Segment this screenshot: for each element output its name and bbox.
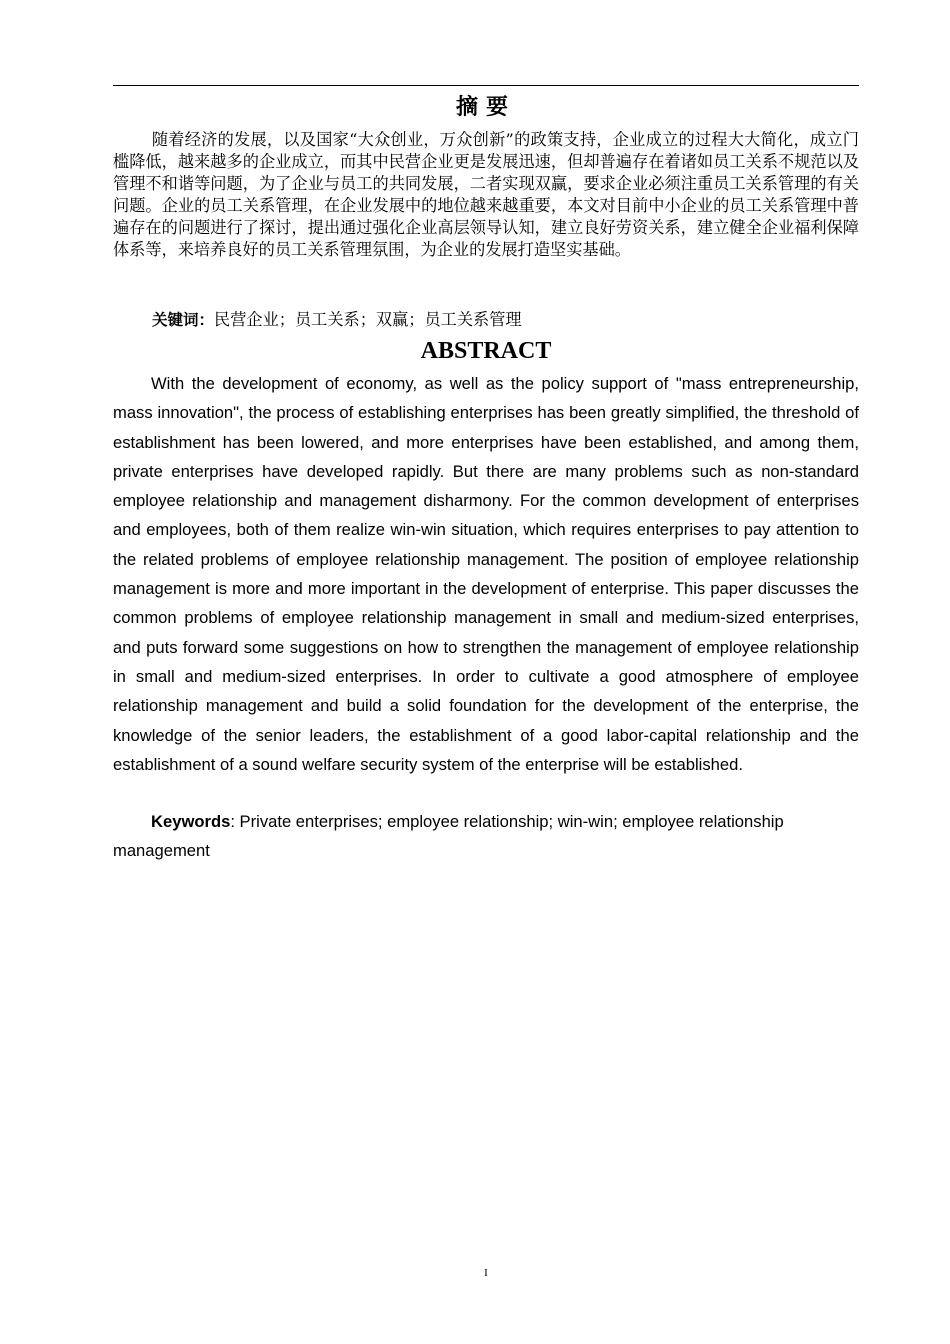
page-number: I bbox=[484, 1267, 488, 1279]
chinese-keywords bbox=[152, 309, 859, 331]
english-abstract-body: With the development of economy, as well as the policy support of "mass entrepreneurship, mass innovation", the process of establishing enterprises has been greatly simplified, the threshold of establishment has been lowered, and more enterprises have been established, and among them, private enterprises have developed rapidly. But there are many problems such as non-standard employee relationship and management disharmony. For the common development of enterprises and employees, both of them realize win-win situation, which requires enterprises to pay attention to the related problems of employee relationship management. The position of employee relationship management is more and more important in the development of enterprise. This paper discusses the common problems of employee relationship management in small and medium-sized enterprises, and puts forward some suggestions on how to strengthen the management of employee relationship in small and medium-sized enterprises. In order to cultivate a good atmosphere of employee relationship management and build a solid foundation for the development of the enterprise, the knowledge of the senior leaders, the establishment of a good labor-capital relationship and the establishment of a sound welfare security system of the enterprise will be established. bbox=[113, 374, 859, 774]
english-keywords bbox=[113, 807, 859, 866]
chinese-abstract-title: 摘要 bbox=[455, 94, 516, 120]
english-keywords-label: Keywords bbox=[151, 812, 231, 831]
english-abstract-title: ABSTRACT bbox=[420, 338, 552, 364]
header-rule bbox=[113, 85, 859, 86]
chinese-abstract-body: 随着经济的发展，以及国家“大众创业，万众创新”的政策支持，企业成立的过程大大简化，成立门槛降低，越来越多的企业成立，而其中民营企业更是发展迅速，但却普遍存在着诸如员工关系不规范以及管理不和谐等问题，为了企业与员工的共同发展，二者实现双赢，要求企业必须注重员工关系管理的有关问题。企业的员工关系管理，在企业发展中的地位越来越重要，本文对目前中小企业的员工关系管理中普遍存在的问题进行了探讨，提出通过强化企业高层领导认知，建立良好劳资关系，建立健全企业福利保障体系等，来培养良好的员工关系管理氛围，为企业的发展打造坚实基础。 bbox=[113, 130, 859, 259]
chinese-keywords-value: 民营企业；员工关系；双赢；员工关系管理 bbox=[214, 310, 522, 329]
chinese-keywords-label: 关键词： bbox=[152, 311, 215, 329]
english-keywords-value: : Private enterprises; employee relationship; win-win; employee relationship management bbox=[113, 812, 784, 861]
